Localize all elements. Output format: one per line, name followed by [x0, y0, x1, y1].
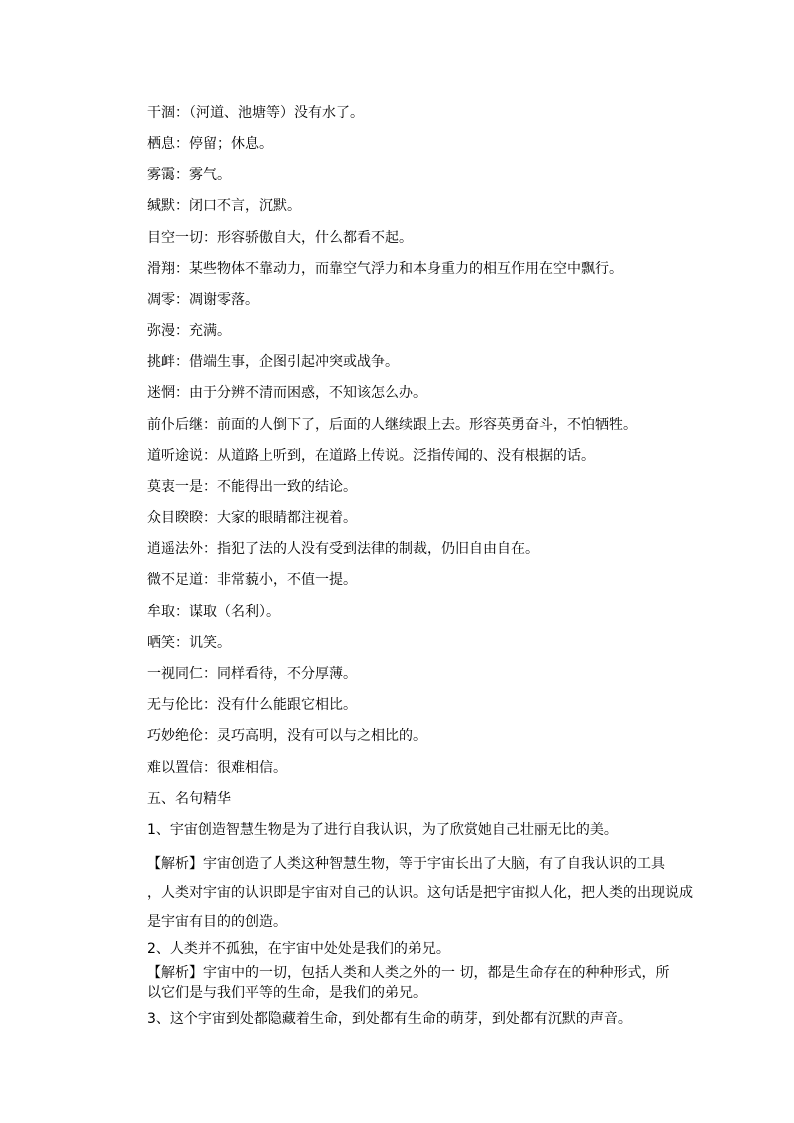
glossary-entry: 挑衅：借端生事，企图引起冲突或战争。	[147, 354, 399, 370]
analysis-1-line: ，人类对宇宙的认识即是宇宙对自己的认识。这句话是把宇宙拟人化，把人类的出现说成	[147, 885, 693, 901]
analysis-2	[147, 963, 677, 1003]
glossary-entry: 栖息：停留；休息。	[147, 136, 273, 152]
analysis-1-line: 【解析】宇宙创造了人类这种智慧生物，等于宇宙长出了大脑，有了自我认识的工具	[147, 856, 665, 872]
glossary-entry: 众目睽睽：大家的眼睛都注视着。	[147, 510, 357, 526]
section-heading: 五、名句精华	[147, 791, 231, 807]
glossary-entry: 微不足道：非常藐小，不值一提。	[147, 572, 357, 588]
quote-1: 1、宇宙创造智慧生物是为了进行自我认识，为了欣赏她自己壮丽无比的美。	[147, 822, 618, 838]
analysis-2-line: 【解析】宇宙中的一切，包括人类和人类之外的一 切，都是生命存在的种种形式，所	[147, 965, 670, 981]
glossary-entry: 凋零：凋谢零落。	[147, 292, 259, 308]
quote-2: 2、人类并不孤独，在宇宙中处处是我们的弟兄。	[147, 941, 450, 957]
glossary-entry: 哂笑：讥笑。	[147, 635, 231, 651]
analysis-1-line: 是宇宙有目的的创造。	[147, 914, 287, 930]
glossary-entry: 难以置信：很难相信。	[147, 760, 287, 776]
glossary-entry: 前仆后继：前面的人倒下了，后面的人继续跟上去。形容英勇奋斗，不怕牺牲。	[147, 417, 637, 433]
analysis-1	[147, 850, 693, 937]
analysis-2-line: 以它们是与我们平等的生命，是我们的弟兄。	[147, 985, 427, 1001]
glossary-entry: 滑翔：某些物体不靠动力，而靠空气浮力和本身重力的相互作用在空中飘行。	[147, 261, 623, 277]
glossary-entry: 缄默：闭口不言，沉默。	[147, 198, 301, 214]
glossary-entry: 弥漫：充满。	[147, 323, 231, 339]
glossary-entry: 莫衷一是：不能得出一致的结论。	[147, 479, 357, 495]
glossary-entry: 逍遥法外：指犯了法的人没有受到法律的制裁，仍旧自由自在。	[147, 541, 539, 557]
glossary-entry: 巧妙绝伦：灵巧高明，没有可以与之相比的。	[147, 728, 427, 744]
glossary-entry: 一视同仁：同样看待，不分厚薄。	[147, 666, 357, 682]
glossary-entry: 目空一切：形容骄傲自大，什么都看不起。	[147, 230, 413, 246]
glossary-entry: 牟取：谋取（名利）。	[147, 604, 280, 620]
glossary-entry: 雾霭：雾气。	[147, 167, 231, 183]
quote-3: 3、这个宇宙到处都隐藏着生命，到处都有生命的萌芽，到处都有沉默的声音。	[147, 1011, 632, 1027]
glossary-entry: 干涸：（河道、池塘等）没有水了。	[147, 105, 364, 121]
glossary-entry: 无与伦比：没有什么能跟它相比。	[147, 697, 357, 713]
glossary-entry: 道听途说：从道路上听到，在道路上传说。泛指传闻的、没有根据的话。	[147, 448, 595, 464]
glossary-entry: 迷惘：由于分辨不清而困惑，不知该怎么办。	[147, 385, 427, 401]
